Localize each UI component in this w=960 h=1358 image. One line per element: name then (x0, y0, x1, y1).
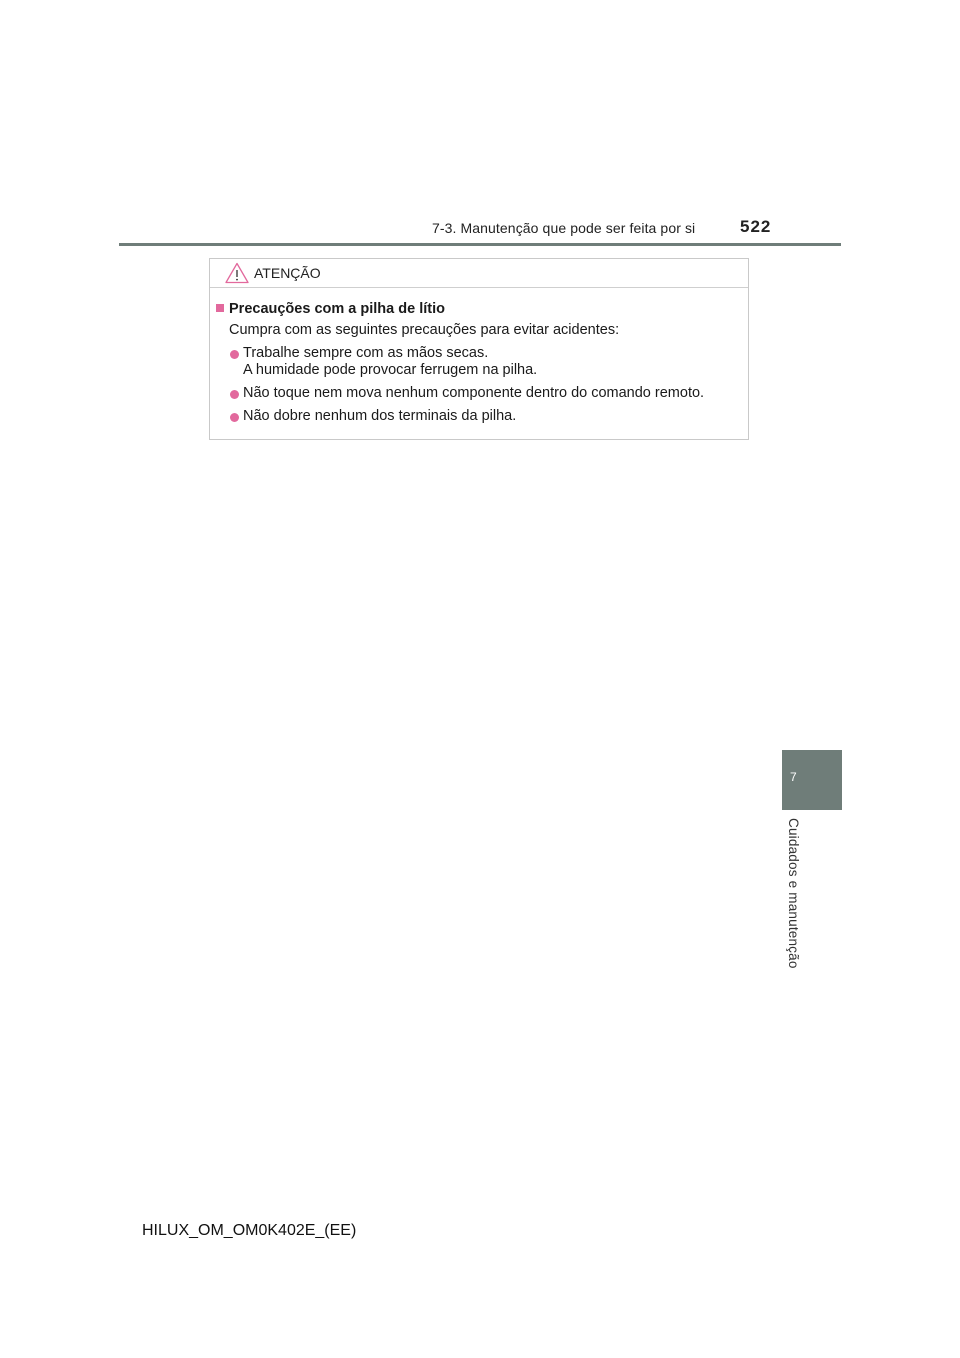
section-heading (216, 301, 445, 317)
warning-title: ATENÇÃO (254, 265, 321, 281)
page-number: 522 (740, 217, 772, 236)
chapter-number: 7 (790, 770, 797, 784)
warning-box (209, 258, 749, 440)
chapter-label: Cuidados e manutenção (786, 818, 801, 969)
warning-triangle-icon (225, 262, 249, 284)
warning-header (210, 259, 748, 288)
chapter-tab (782, 750, 842, 810)
bullet-dot-icon (230, 350, 239, 359)
header-divider (119, 243, 841, 246)
header-section-title: 7-3. Manutenção que pode ser feita por si (432, 220, 696, 236)
intro-paragraph: Cumpra com as seguintes precauções para evitar acidentes: (229, 322, 620, 338)
bullet-item-2: Não toque nem mova nenhum componente dentro do comando remoto. (243, 385, 705, 401)
bullet-item-3: Não dobre nenhum dos terminais da pilha. (243, 408, 517, 424)
bullet-item-1-line-1: Trabalhe sempre com as mãos secas. (243, 345, 489, 361)
section-heading-text: Precauções com a pilha de lítio (229, 301, 445, 317)
footer-code: HILUX_OM_OM0K402E_(EE) (142, 1222, 357, 1239)
square-bullet-icon (216, 304, 224, 312)
bullet-dot-icon (230, 390, 239, 399)
bullet-item-1-line-2: A humidade pode provocar ferrugem na pilha. (243, 362, 538, 378)
bullet-dot-icon (230, 413, 239, 422)
